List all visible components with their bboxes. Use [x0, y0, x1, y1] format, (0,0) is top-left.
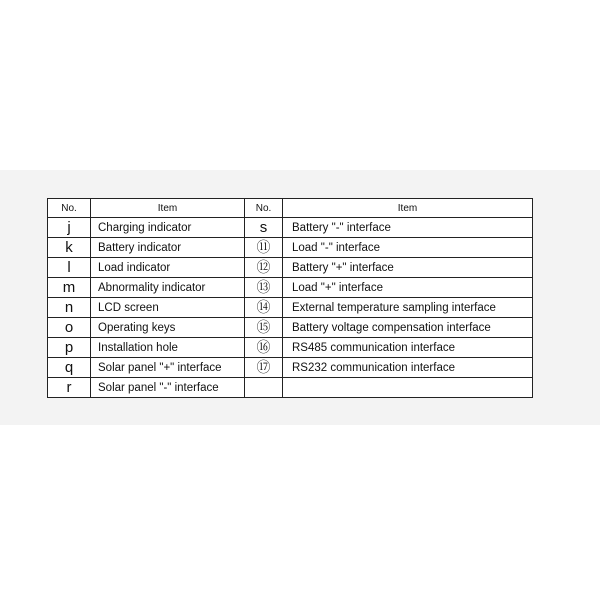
row-number-right	[245, 378, 283, 398]
table-row	[48, 298, 533, 318]
row-number-left: k	[48, 238, 91, 258]
header-no-left: No.	[48, 199, 91, 218]
row-item-left: Battery indicator	[91, 238, 245, 258]
row-item-left: Charging indicator	[91, 218, 245, 238]
row-number-left: m	[48, 278, 91, 298]
row-item-left: Operating keys	[91, 318, 245, 338]
row-item-left: Solar panel "-" interface	[91, 378, 245, 398]
table-row	[48, 278, 533, 298]
row-item-left: Installation hole	[91, 338, 245, 358]
header-item-right: Item	[283, 199, 533, 218]
table-row	[48, 338, 533, 358]
table-header-row	[48, 199, 533, 218]
row-number-left: q	[48, 358, 91, 378]
header-no-right: No.	[245, 199, 283, 218]
row-number-left: r	[48, 378, 91, 398]
table-row	[48, 218, 533, 238]
row-item-left: Abnormality indicator	[91, 278, 245, 298]
row-number-left: p	[48, 338, 91, 358]
table-row	[48, 358, 533, 378]
row-number-left: o	[48, 318, 91, 338]
row-number-right: ⑭	[245, 298, 283, 318]
row-item-right: Battery "+" interface	[283, 258, 533, 278]
row-number-right: ⑯	[245, 338, 283, 358]
row-item-left: Solar panel "+" interface	[91, 358, 245, 378]
row-number-left: n	[48, 298, 91, 318]
row-number-right: ⑰	[245, 358, 283, 378]
row-item-right: Load "+" interface	[283, 278, 533, 298]
table-row	[48, 238, 533, 258]
table-row	[48, 258, 533, 278]
row-item-right: RS232 communication interface	[283, 358, 533, 378]
row-number-right: ⑪	[245, 238, 283, 258]
table-row	[48, 318, 533, 338]
row-item-right	[283, 378, 533, 398]
row-item-right: Battery "-" interface	[283, 218, 533, 238]
component-legend-table	[47, 198, 533, 398]
row-item-left: Load indicator	[91, 258, 245, 278]
row-number-left: j	[48, 218, 91, 238]
header-item-left: Item	[91, 199, 245, 218]
row-number-left: l	[48, 258, 91, 278]
row-number-right: ⑮	[245, 318, 283, 338]
row-item-left: LCD screen	[91, 298, 245, 318]
row-number-right: s	[245, 218, 283, 238]
row-number-right: ⑫	[245, 258, 283, 278]
row-number-right: ⑬	[245, 278, 283, 298]
table-row	[48, 378, 533, 398]
row-item-right: External temperature sampling interface	[283, 298, 533, 318]
row-item-right: RS485 communication interface	[283, 338, 533, 358]
row-item-right: Battery voltage compensation interface	[283, 318, 533, 338]
row-item-right: Load "-" interface	[283, 238, 533, 258]
